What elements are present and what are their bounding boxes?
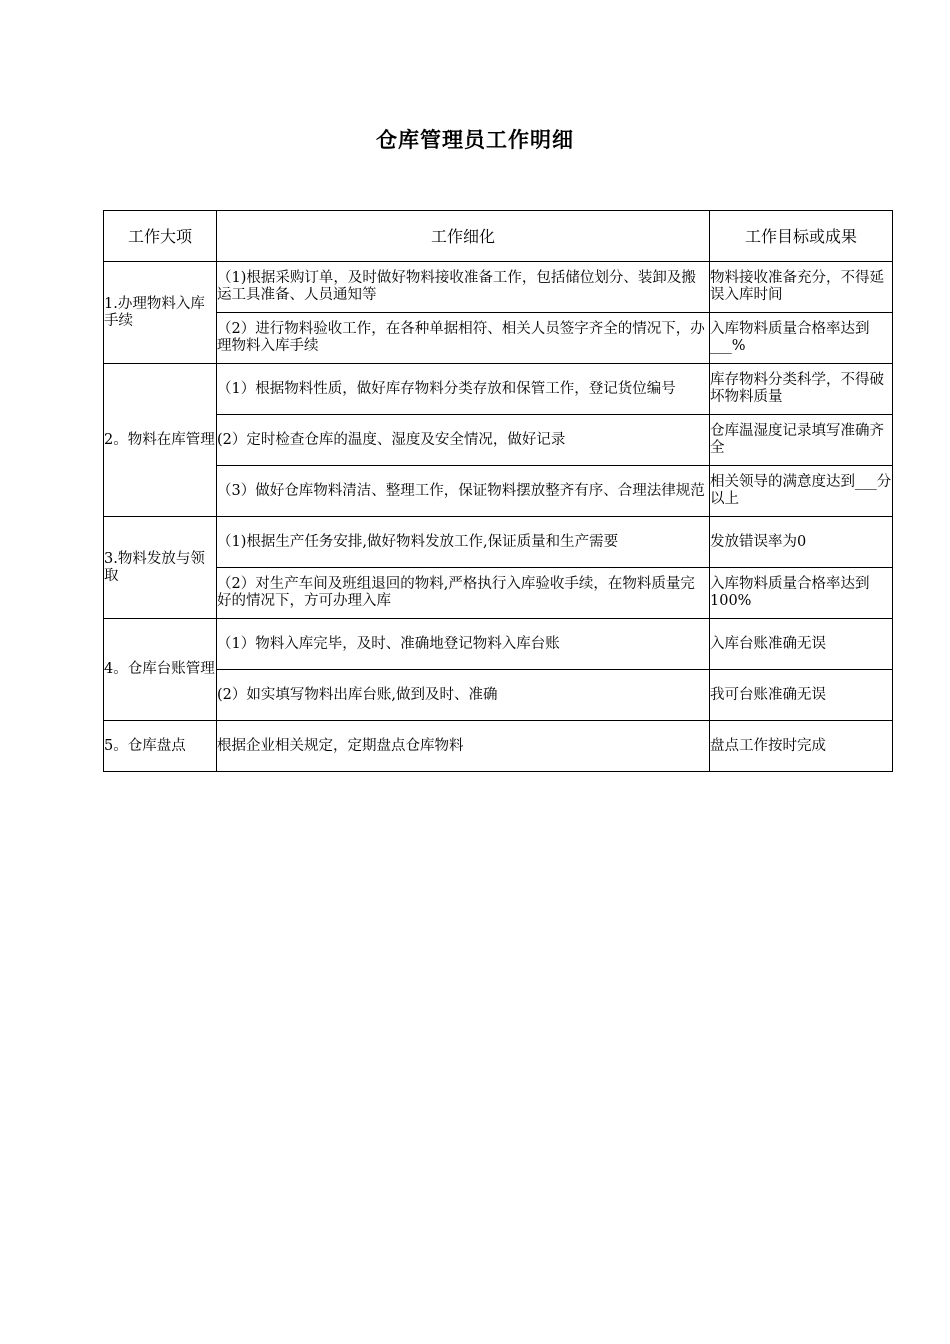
table-row bbox=[104, 670, 893, 721]
page-title: 仓库管理员工作明细 bbox=[376, 127, 574, 152]
category-cell: 4。仓库台账管理 bbox=[104, 619, 217, 721]
goal-cell: 盘点工作按时完成 bbox=[710, 721, 893, 772]
detail-cell: （1）物料入库完毕，及时、准确地登记物料入库台账 bbox=[217, 619, 710, 670]
goal-cell: 物料接收准备充分，不得延误入库时间 bbox=[710, 262, 893, 313]
goal-cell: 入库物料质量合格率达到___% bbox=[710, 313, 893, 364]
table-header-row bbox=[104, 211, 893, 262]
goal-cell: 我可台账准确无误 bbox=[710, 670, 893, 721]
detail-cell: （1)根据采购订单，及时做好物料接收准备工作，包括储位划分、装卸及搬运工具准备、人员通知等 bbox=[217, 262, 710, 313]
detail-cell: （2）对生产车间及班组退回的物料,严格执行入库验收手续，在物料质量完好的情况下，方可办理入库 bbox=[217, 568, 710, 619]
goal-cell: 仓库温湿度记录填写准确齐全 bbox=[710, 415, 893, 466]
table-row bbox=[104, 466, 893, 517]
detail-cell: (2）如实填写物料出库台账,做到及时、准确 bbox=[217, 670, 710, 721]
category-cell: 1.办理物料入库手续 bbox=[104, 262, 217, 364]
header-goal: 工作目标或成果 bbox=[710, 211, 893, 262]
detail-cell: （1)根据生产任务安排,做好物料发放工作,保证质量和生产需要 bbox=[217, 517, 710, 568]
goal-cell: 入库台账准确无误 bbox=[710, 619, 893, 670]
goal-cell: 发放错误率为0 bbox=[710, 517, 893, 568]
category-cell: 2。物料在库管理 bbox=[104, 364, 217, 517]
goal-cell: 相关领导的满意度达到___分以上 bbox=[710, 466, 893, 517]
table-row bbox=[104, 517, 893, 568]
detail-cell: （2）进行物料验收工作，在各种单据相符、相关人员签字齐全的情况下，办理物料入库手续 bbox=[217, 313, 710, 364]
goal-cell: 库存物料分类科学，不得破坏物料质量 bbox=[710, 364, 893, 415]
table-row bbox=[104, 415, 893, 466]
table-row bbox=[104, 721, 893, 772]
table-row bbox=[104, 313, 893, 364]
category-cell: 3.物料发放与领取 bbox=[104, 517, 217, 619]
table-row bbox=[104, 619, 893, 670]
header-detail: 工作细化 bbox=[217, 211, 710, 262]
category-cell: 5。仓库盘点 bbox=[104, 721, 217, 772]
detail-cell: 根据企业相关规定，定期盘点仓库物料 bbox=[217, 721, 710, 772]
table-row bbox=[104, 262, 893, 313]
table-row bbox=[104, 364, 893, 415]
detail-cell: （1）根据物料性质，做好库存物料分类存放和保管工作，登记货位编号 bbox=[217, 364, 710, 415]
detail-cell: (2）定时检查仓库的温度、湿度及安全情况，做好记录 bbox=[217, 415, 710, 466]
goal-cell: 入库物料质量合格率达到100% bbox=[710, 568, 893, 619]
table-row bbox=[104, 568, 893, 619]
work-detail-table bbox=[103, 210, 893, 772]
detail-cell: （3）做好仓库物料清洁、整理工作，保证物料摆放整齐有序、合理法律规范 bbox=[217, 466, 710, 517]
header-category: 工作大项 bbox=[104, 211, 217, 262]
